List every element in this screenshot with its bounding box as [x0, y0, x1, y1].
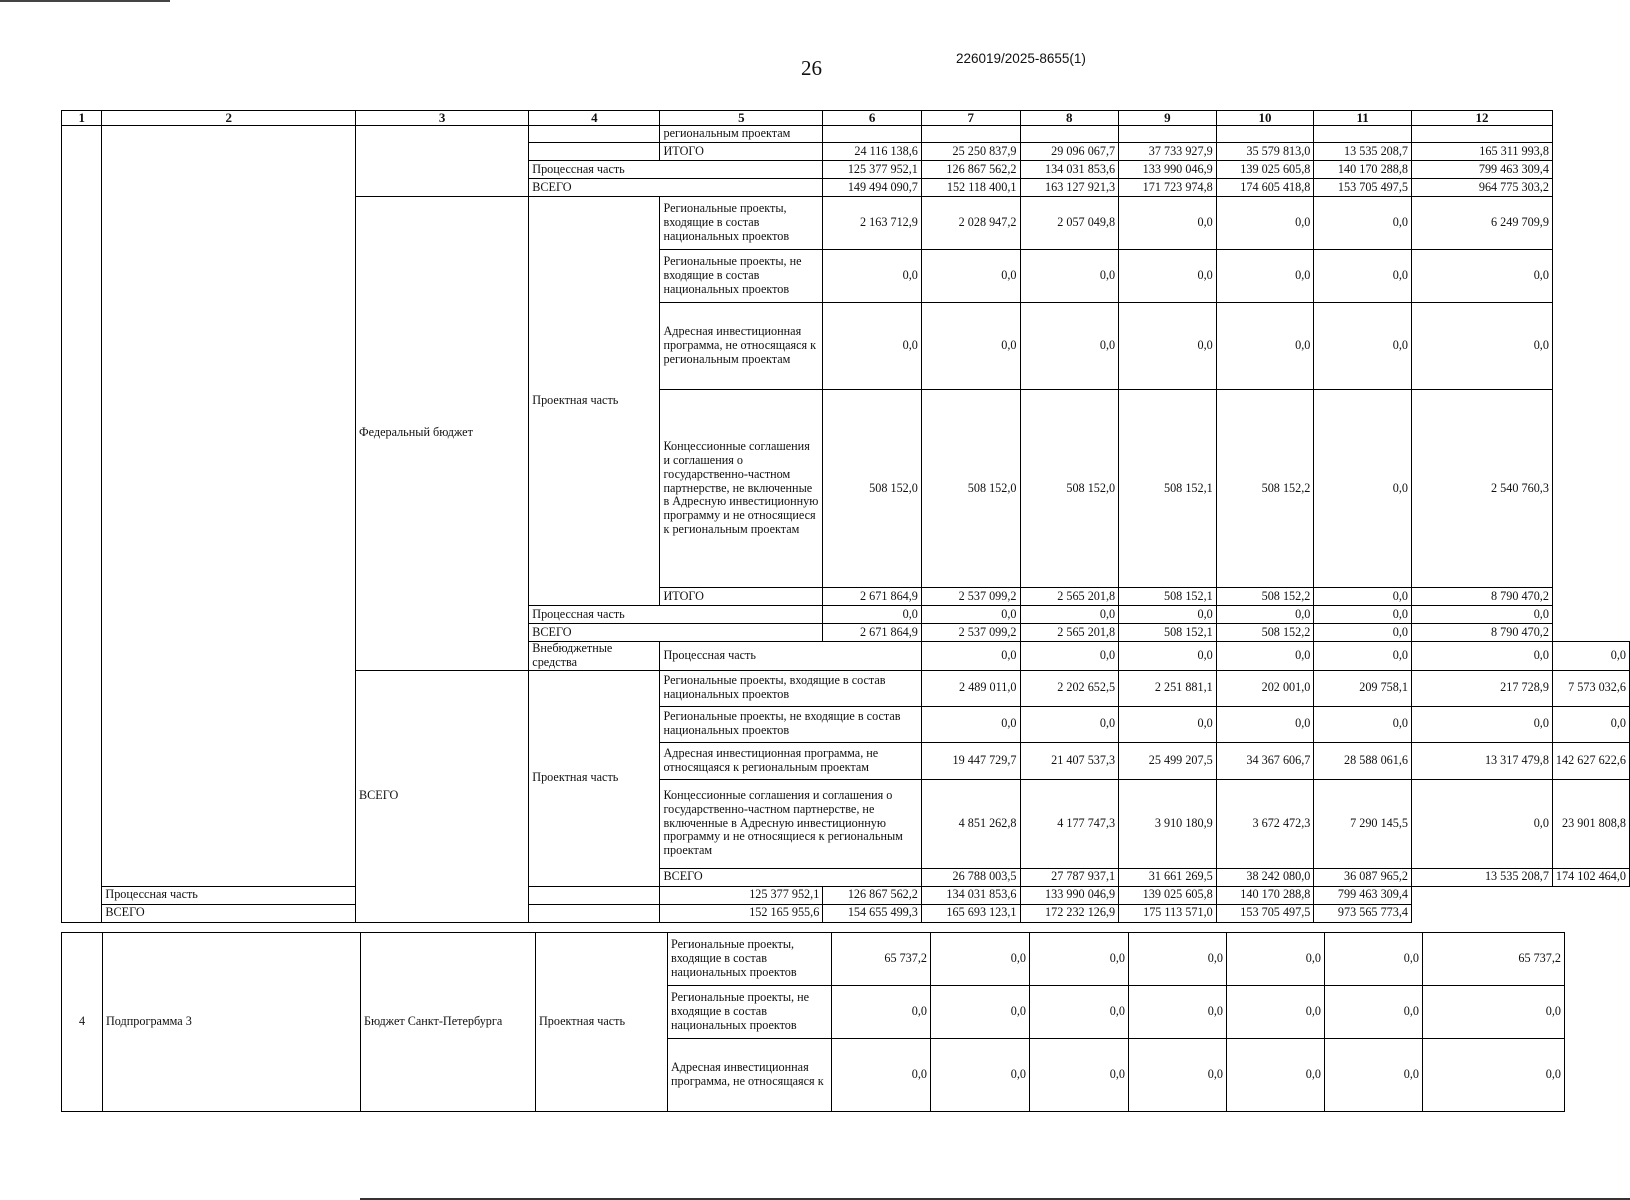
value-cell: 26 788 003,5: [921, 868, 1020, 886]
value-cell: 2 028 947,2: [921, 197, 1020, 250]
value-cell: 2 251 881,1: [1119, 670, 1217, 706]
project-part-cell: Проектная часть: [536, 933, 668, 1112]
value-cell: 153 705 497,5: [1216, 904, 1314, 922]
row-label: Концессионные соглашения и соглашения о государственно-частном партнерстве, не включенные в Адресную инвестиционную программу и не относящиеся к региональным проектам: [660, 779, 921, 868]
header-cell: 3: [356, 111, 529, 126]
value-cell: 0,0: [1423, 986, 1565, 1039]
value-cell: 7 290 145,5: [1314, 779, 1412, 868]
value-cell: 0,0: [921, 642, 1020, 671]
federal-budget-cell: Федеральный бюджет: [356, 197, 529, 671]
value-cell: 508 152,1: [1119, 624, 1217, 642]
value-cell: 165 311 993,8: [1411, 143, 1552, 161]
value-cell: 0,0: [823, 303, 922, 390]
value-cell: 165 693 123,1: [921, 904, 1020, 922]
value-cell: 21 407 537,3: [1020, 742, 1119, 779]
value-cell: 508 152,0: [823, 390, 922, 588]
value-cell: 0,0: [921, 606, 1020, 624]
value-cell: 0,0: [823, 250, 922, 303]
value-cell: 0,0: [823, 606, 922, 624]
value-cell: 35 579 813,0: [1216, 143, 1314, 161]
value-cell: 134 031 853,6: [1020, 161, 1119, 179]
value-cell: 152 118 400,1: [921, 179, 1020, 197]
row-label: ИТОГО: [660, 588, 823, 606]
value-cell: 2 163 712,9: [823, 197, 922, 250]
row-label: ВСЕГО: [102, 904, 660, 922]
value-cell: 139 025 605,8: [1119, 886, 1217, 904]
value-cell: 2 565 201,8: [1020, 588, 1119, 606]
value-cell: 13 535 208,7: [1314, 143, 1412, 161]
row-label: ВСЕГО: [529, 179, 823, 197]
value-cell: 0,0: [1030, 986, 1129, 1039]
value-cell: 149 494 090,7: [823, 179, 922, 197]
value-cell: 140 170 288,8: [1216, 886, 1314, 904]
value-cell: 0,0: [1552, 706, 1629, 742]
value-cell: 0,0: [1314, 303, 1412, 390]
value-cell: 0,0: [1411, 706, 1552, 742]
value-cell: 0,0: [1020, 606, 1119, 624]
value-cell: 209 758,1: [1314, 670, 1412, 706]
value-cell: 2 540 760,3: [1411, 390, 1552, 588]
value-cell: 174 605 418,8: [1216, 179, 1314, 197]
header-cell: 4: [529, 111, 660, 126]
value-cell: 0,0: [1227, 1039, 1325, 1112]
value-cell: 0,0: [1216, 706, 1314, 742]
value-cell: 139 025 605,8: [1216, 161, 1314, 179]
row-label: региональным проектам: [660, 126, 823, 143]
value-cell: 0,0: [1411, 779, 1552, 868]
value-cell: 508 152,2: [1216, 588, 1314, 606]
total-all-cell: ВСЕГО: [356, 670, 529, 922]
value-cell: 153 705 497,5: [1314, 179, 1412, 197]
value-cell: 13 317 479,8: [1411, 742, 1552, 779]
value-cell: 508 152,0: [921, 390, 1020, 588]
header-cell: 8: [1020, 111, 1119, 126]
value-cell: [1119, 126, 1217, 143]
value-cell: 0,0: [1314, 197, 1412, 250]
row-label: Процессная часть: [102, 886, 660, 904]
value-cell: 174 102 464,0: [1552, 868, 1629, 886]
value-cell: 0,0: [1216, 303, 1314, 390]
value-cell: 19 447 729,7: [921, 742, 1020, 779]
program-cell: [102, 126, 356, 887]
value-cell: 0,0: [1216, 250, 1314, 303]
value-cell: 4 851 262,8: [921, 779, 1020, 868]
value-cell: 2 671 864,9: [823, 624, 922, 642]
row-label: ВСЕГО: [660, 868, 921, 886]
value-cell: 25 250 837,9: [921, 143, 1020, 161]
extra-budget-cell: Внебюджетные средства: [529, 642, 660, 671]
document-id: 226019/2025-8655(1): [956, 51, 1086, 66]
value-cell: 172 232 126,9: [1020, 904, 1119, 922]
value-cell: [1216, 126, 1314, 143]
value-cell: 0,0: [1314, 250, 1412, 303]
value-cell: 0,0: [1030, 1039, 1129, 1112]
value-cell: [823, 126, 922, 143]
header-cell: 1: [62, 111, 102, 126]
value-cell: 0,0: [1216, 606, 1314, 624]
value-cell: 0,0: [1129, 986, 1227, 1039]
row-label: Процессная часть: [529, 161, 823, 179]
value-cell: 0,0: [1314, 390, 1412, 588]
row-label: ИТОГО: [660, 143, 823, 161]
row-label: Региональные проекты, не входящие в состав национальных проектов: [660, 706, 921, 742]
value-cell: [1411, 126, 1552, 143]
value-cell: 0,0: [1314, 642, 1412, 671]
project-part-total-cell: Проектная часть: [529, 670, 660, 886]
value-cell: [1020, 126, 1119, 143]
value-cell: 154 655 499,3: [823, 904, 922, 922]
value-cell: 134 031 853,6: [921, 886, 1020, 904]
value-cell: 0,0: [1030, 933, 1129, 986]
value-cell: 0,0: [1129, 933, 1227, 986]
page-number: 26: [801, 56, 822, 80]
value-cell: 202 001,0: [1216, 670, 1314, 706]
header-cell: 12: [1411, 111, 1552, 126]
value-cell: 142 627 622,6: [1552, 742, 1629, 779]
value-cell: 0,0: [931, 986, 1030, 1039]
row-number-cell: 4: [62, 933, 103, 1112]
value-cell: 152 165 955,6: [660, 904, 823, 922]
header-cell: 7: [921, 111, 1020, 126]
value-cell: 2 537 099,2: [921, 624, 1020, 642]
value-cell: 799 463 309,4: [1411, 161, 1552, 179]
section-cell: [529, 143, 660, 161]
value-cell: 0,0: [1020, 706, 1119, 742]
value-cell: 2 057 049,8: [1020, 197, 1119, 250]
top-rule: [0, 0, 170, 2]
value-cell: 0,0: [1020, 250, 1119, 303]
row-label: ВСЕГО: [529, 624, 823, 642]
value-cell: 0,0: [1411, 606, 1552, 624]
value-cell: 0,0: [1411, 642, 1552, 671]
value-cell: 0,0: [1411, 250, 1552, 303]
value-cell: 0,0: [1020, 303, 1119, 390]
value-cell: 0,0: [1216, 197, 1314, 250]
row-label: Региональные проекты, не входящие в состав национальных проектов: [668, 986, 832, 1039]
value-cell: 0,0: [1119, 250, 1217, 303]
value-cell: 126 867 562,2: [823, 886, 922, 904]
value-cell: 28 588 061,6: [1314, 742, 1412, 779]
value-cell: 964 775 303,2: [1411, 179, 1552, 197]
value-cell: 0,0: [1325, 1039, 1423, 1112]
value-cell: 0,0: [1423, 1039, 1565, 1112]
value-cell: 508 152,0: [1020, 390, 1119, 588]
row-label: Концессионные соглашения и соглашения о государственно-частном партнерстве, не включенные в Адресную инвестиционную программу и не относящиеся к региональным проектам: [660, 390, 823, 588]
row-label: Процессная часть: [660, 642, 921, 671]
value-cell: 0,0: [1325, 986, 1423, 1039]
value-cell: 34 367 606,7: [1216, 742, 1314, 779]
value-cell: 2 202 652,5: [1020, 670, 1119, 706]
value-cell: [921, 126, 1020, 143]
value-cell: 0,0: [1216, 642, 1314, 671]
header-cell: 2: [102, 111, 356, 126]
value-cell: 125 377 952,1: [660, 886, 823, 904]
value-cell: 23 901 808,8: [1552, 779, 1629, 868]
value-cell: 65 737,2: [832, 933, 931, 986]
subprogram-cell: Подпрограмма 3: [103, 933, 361, 1112]
value-cell: 0,0: [921, 303, 1020, 390]
value-cell: 0,0: [921, 250, 1020, 303]
source-cell: [356, 126, 529, 197]
value-cell: 0,0: [1119, 303, 1217, 390]
value-cell: 8 790 470,2: [1411, 624, 1552, 642]
value-cell: 2 671 864,9: [823, 588, 922, 606]
row-label: Региональные проекты, не входящие в состав национальных проектов: [660, 250, 823, 303]
value-cell: 0,0: [1129, 1039, 1227, 1112]
header-cell: 6: [823, 111, 922, 126]
value-cell: 217 728,9: [1411, 670, 1552, 706]
value-cell: 29 096 067,7: [1020, 143, 1119, 161]
value-cell: 0,0: [1020, 642, 1119, 671]
value-cell: [1314, 126, 1412, 143]
header-cell: 5: [660, 111, 823, 126]
subprogram-table: [61, 932, 1565, 1112]
value-cell: 0,0: [931, 933, 1030, 986]
value-cell: 140 170 288,8: [1314, 161, 1412, 179]
value-cell: 0,0: [1411, 303, 1552, 390]
value-cell: 508 152,2: [1216, 390, 1314, 588]
value-cell: 0,0: [832, 986, 931, 1039]
value-cell: 0,0: [1314, 588, 1412, 606]
value-cell: 0,0: [1227, 986, 1325, 1039]
value-cell: 25 499 207,5: [1119, 742, 1217, 779]
table-row: [62, 933, 1565, 986]
header-cell: 10: [1216, 111, 1314, 126]
value-cell: 0,0: [931, 1039, 1030, 1112]
value-cell: 0,0: [1325, 933, 1423, 986]
table-row: [62, 904, 1630, 922]
section-cell: [529, 126, 660, 143]
value-cell: 7 573 032,6: [1552, 670, 1629, 706]
value-cell: 0,0: [1314, 706, 1412, 742]
header-cell: 9: [1119, 111, 1217, 126]
value-cell: 0,0: [1314, 606, 1412, 624]
value-cell: 799 463 309,4: [1314, 886, 1412, 904]
value-cell: 37 733 927,9: [1119, 143, 1217, 161]
value-cell: 0,0: [1119, 706, 1217, 742]
spb-budget-cell: Бюджет Санкт-Петербурга: [361, 933, 536, 1112]
value-cell: 8 790 470,2: [1411, 588, 1552, 606]
value-cell: 4 177 747,3: [1020, 779, 1119, 868]
row-label: Адресная инвестиционная программа, не относящаяся к региональным проектам: [660, 742, 921, 779]
value-cell: 31 661 269,5: [1119, 868, 1217, 886]
value-cell: 126 867 562,2: [921, 161, 1020, 179]
row-label: Региональные проекты, входящие в состав национальных проектов: [660, 197, 823, 250]
row-label: Адресная инвестиционная программа, не относящаяся к: [668, 1039, 832, 1112]
value-cell: 125 377 952,1: [823, 161, 922, 179]
value-cell: 508 152,1: [1119, 390, 1217, 588]
value-cell: 508 152,1: [1119, 588, 1217, 606]
value-cell: 973 565 773,4: [1314, 904, 1412, 922]
value-cell: 27 787 937,1: [1020, 868, 1119, 886]
value-cell: 38 242 080,0: [1216, 868, 1314, 886]
value-cell: 3 672 472,3: [1216, 779, 1314, 868]
value-cell: 171 723 974,8: [1119, 179, 1217, 197]
value-cell: 133 990 046,9: [1020, 886, 1119, 904]
value-cell: 2 565 201,8: [1020, 624, 1119, 642]
value-cell: 2 489 011,0: [921, 670, 1020, 706]
value-cell: 3 910 180,9: [1119, 779, 1217, 868]
value-cell: 0,0: [1119, 606, 1217, 624]
budget-table: [61, 110, 1630, 923]
row-label: Процессная часть: [529, 606, 823, 624]
project-part-cell: Проектная часть: [529, 197, 660, 606]
value-cell: 0,0: [1119, 197, 1217, 250]
value-cell: 2 537 099,2: [921, 588, 1020, 606]
value-cell: 175 113 571,0: [1119, 904, 1217, 922]
value-cell: 13 535 208,7: [1411, 868, 1552, 886]
value-cell: 0,0: [921, 706, 1020, 742]
value-cell: 0,0: [1552, 642, 1629, 671]
value-cell: 0,0: [1227, 933, 1325, 986]
value-cell: 6 249 709,9: [1411, 197, 1552, 250]
value-cell: 24 116 138,6: [823, 143, 922, 161]
value-cell: 0,0: [832, 1039, 931, 1112]
row-label: Региональные проекты, входящие в состав национальных проектов: [668, 933, 832, 986]
header-cell: 11: [1314, 111, 1412, 126]
header-row: [62, 111, 1630, 126]
value-cell: 36 087 965,2: [1314, 868, 1412, 886]
row-label: Адресная инвестиционная программа, не относящаяся к региональным проектам: [660, 303, 823, 390]
value-cell: 163 127 921,3: [1020, 179, 1119, 197]
value-cell: 508 152,2: [1216, 624, 1314, 642]
value-cell: 133 990 046,9: [1119, 161, 1217, 179]
table-row: [62, 886, 1630, 904]
table-row: [62, 126, 1630, 143]
value-cell: 0,0: [1119, 642, 1217, 671]
value-cell: 0,0: [1314, 624, 1412, 642]
row-number-cell: [62, 126, 102, 923]
row-label: Региональные проекты, входящие в состав национальных проектов: [660, 670, 921, 706]
value-cell: 65 737,2: [1423, 933, 1565, 986]
